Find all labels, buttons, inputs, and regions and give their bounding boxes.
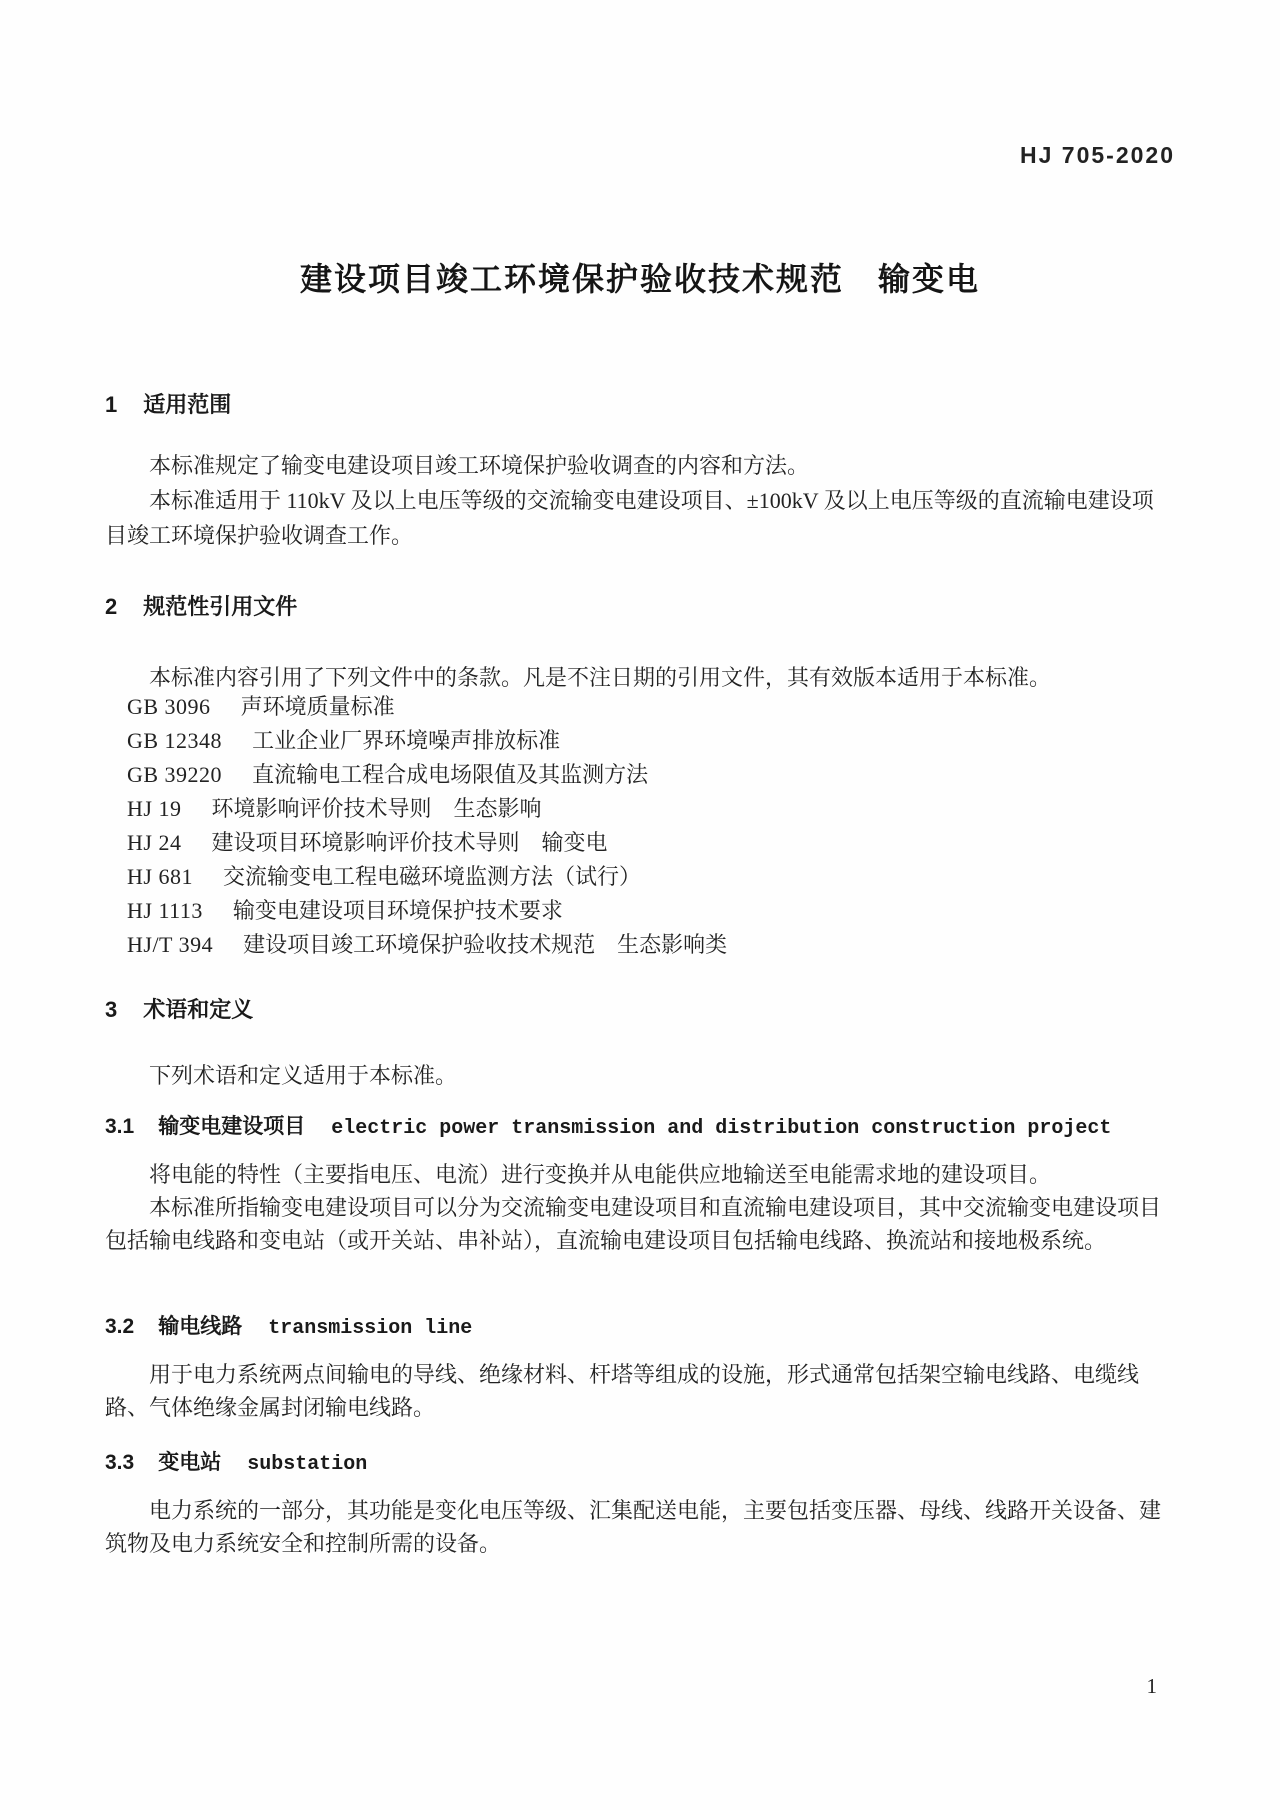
section-3-title: 术语和定义 <box>143 997 254 1022</box>
section-2-heading <box>105 590 1175 621</box>
reference-item <box>105 758 1175 792</box>
reference-title: 环境影响评价技术导则 生态影响 <box>211 796 542 821</box>
section-3-heading <box>105 993 1175 1024</box>
term-zh: 变电站 <box>158 1451 222 1474</box>
reference-code: GB 3096 <box>127 694 211 719</box>
reference-code: HJ 24 <box>127 830 182 855</box>
reference-code: HJ 1113 <box>127 898 203 923</box>
term-number: 3.3 <box>105 1451 135 1474</box>
term-3-3-heading <box>105 1446 1175 1476</box>
reference-item <box>105 826 1175 860</box>
reference-item <box>105 894 1175 928</box>
section-3-intro <box>105 1058 1175 1093</box>
standard-number: HJ 705-2020 <box>1020 142 1175 168</box>
paragraph: 下列术语和定义适用于本标准。 <box>149 1063 458 1088</box>
section-1-body <box>105 448 1175 553</box>
reference-title: 输变电建设项目环境保护技术要求 <box>232 898 563 923</box>
term-3-2-heading <box>105 1310 1175 1340</box>
paragraph: 用于电力系统两点间输电的导线、绝缘材料、杆塔等组成的设施，形式通常包括架空输电线路、电缆线路、气体绝缘金属封闭输电线路。 <box>105 1362 1140 1420</box>
section-2-number: 2 <box>105 594 118 619</box>
term-3-1-body <box>105 1158 1175 1257</box>
term-zh: 输变电建设项目 <box>158 1115 306 1138</box>
term-zh: 输电线路 <box>158 1315 243 1338</box>
term-number: 3.1 <box>105 1115 135 1138</box>
paragraph: 将电能的特性（主要指电压、电流）进行变换并从电能供应地输送至电能需求地的建设项目。 <box>149 1162 1052 1187</box>
term-en: electric power transmission and distribution construction project <box>331 1117 1112 1140</box>
term-3-2-body <box>105 1358 1175 1424</box>
reference-code: GB 12348 <box>127 728 223 753</box>
term-number: 3.2 <box>105 1315 135 1338</box>
reference-code: GB 39220 <box>127 762 223 787</box>
reference-item <box>105 690 1175 724</box>
paragraph: 本标准适用于 110kV 及以上电压等级的交流输变电建设项目、±100kV 及以上电压等级的直流输电建设项目竣工环境保护验收调查工作。 <box>105 488 1154 548</box>
page-header <box>105 142 1175 169</box>
reference-title: 直流输电工程合成电场限值及其监测方法 <box>252 762 649 787</box>
reference-list <box>105 690 1175 962</box>
paragraph: 电力系统的一部分，其功能是变化电压等级、汇集配送电能，主要包括变压器、母线、线路开关设备、建筑物及电力系统安全和控制所需的设备。 <box>105 1498 1162 1556</box>
page-footer <box>105 1674 1175 1699</box>
document-title: 建设项目竣工环境保护验收技术规范 输变电 <box>299 261 980 297</box>
paragraph: 本标准所指输变电建设项目可以分为交流输变电建设项目和直流输电建设项目，其中交流输变电建设项目包括输电线路和变电站（或开关站、串补站），直流输电建设项目包括输电线路、换流站和接地极系统。 <box>105 1195 1162 1253</box>
term-en: transmission line <box>268 1317 473 1340</box>
reference-title: 声环境质量标准 <box>240 694 395 719</box>
paragraph: 本标准内容引用了下列文件中的条款。凡是不注日期的引用文件，其有效版本适用于本标准。 <box>149 665 1052 690</box>
section-3-number: 3 <box>105 997 118 1022</box>
section-1-title: 适用范围 <box>143 392 232 417</box>
reference-code: HJ 19 <box>127 796 182 821</box>
section-1-heading <box>105 388 1175 419</box>
reference-code: HJ 681 <box>127 864 193 889</box>
term-3-3-body <box>105 1494 1175 1560</box>
page-number: 1 <box>1146 1674 1157 1698</box>
reference-title: 工业企业厂界环境噪声排放标准 <box>252 728 561 753</box>
term-3-1-heading <box>105 1110 1175 1140</box>
term-en: substation <box>247 1453 368 1476</box>
reference-item <box>105 928 1175 962</box>
reference-title: 建设项目环境影响评价技术导则 输变电 <box>211 830 608 855</box>
reference-item <box>105 724 1175 758</box>
reference-title: 交流输变电工程电磁环境监测方法（试行） <box>222 864 641 889</box>
reference-title: 建设项目竣工环境保护验收技术规范 生态影响类 <box>243 932 728 957</box>
reference-item <box>105 792 1175 826</box>
reference-code: HJ/T 394 <box>127 932 214 957</box>
reference-item <box>105 860 1175 894</box>
paragraph: 本标准规定了输变电建设项目竣工环境保护验收调查的内容和方法。 <box>149 453 810 478</box>
section-1-number: 1 <box>105 392 118 417</box>
section-2-title: 规范性引用文件 <box>143 594 298 619</box>
